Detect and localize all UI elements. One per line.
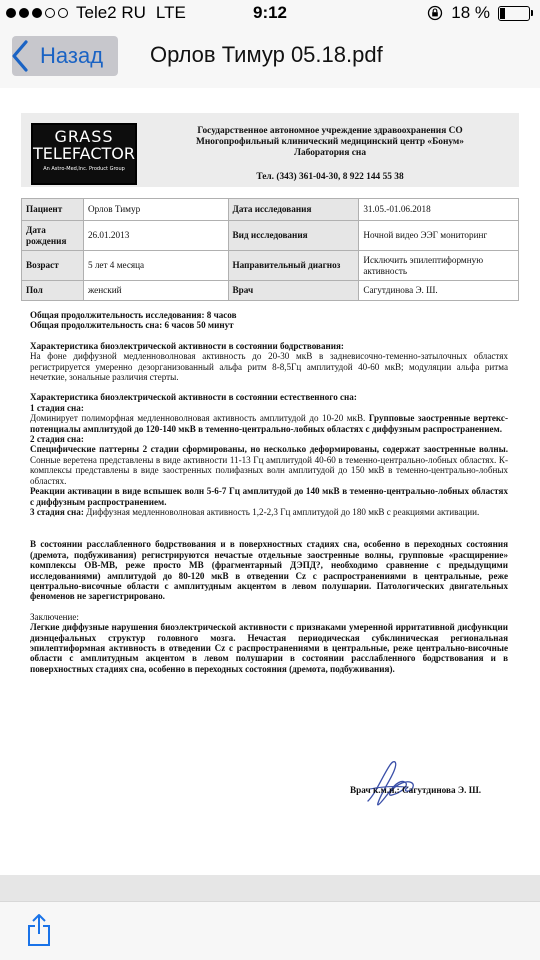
report-body (30, 310, 508, 674)
stage3-heading: 3 стадия сна: (30, 506, 84, 517)
wake-heading: Характеристика биоэлектрической активности в состоянии бодрствования: (30, 340, 344, 351)
back-button[interactable] (12, 36, 118, 76)
type-label: Вид исследования (228, 221, 359, 251)
stage1-heading: 1 стадия сна: (30, 402, 84, 413)
bottom-toolbar (0, 901, 540, 960)
stage1-text: Доминирует полиморфная медленноволновая активность амплитудой до 10-20 мкВ. (30, 413, 366, 424)
org-lab: Лаборатория сна (293, 148, 367, 158)
age-value: 5 лет 4 месяца (83, 251, 228, 281)
sleep-duration: Общая продолжительность сна: 6 часов 50 минут (30, 320, 234, 331)
patient-label: Пациент (22, 199, 84, 221)
birth-value: 26.01.2013 (83, 221, 228, 251)
battery-icon (498, 6, 530, 21)
date-value: 31.05.-01.06.2018 (359, 199, 519, 221)
chevron-left-icon (6, 38, 32, 74)
summary-paragraph: В состоянии расслабленного бодрствования и в поверхностных стадиях сна, особенно в переходных состояния (дремота, подбуживания) регистрируются нечастые отдельные заостренные волны, групповые «расщирение» комплексы ОВ-МВ, реже просто МВ (фрагментарный ДЭПД?, необходимо сравнение с предыдущими исследованиями) амплитудой до 80-120 мкВ в отведении Cz с распространениями в центральные, реже центрально-височные области с амплитудным акцентом в левом полушарии. Патологических двигательных феноменов не зарегистрировано. (30, 539, 508, 602)
stage2-bold: Специфические паттерны 2 стадии сформированы, но несколько деформированы, содержат заостренные волны. (30, 444, 508, 455)
org-center: Многопрофильный клинический медицинский центр «Бонум» (196, 137, 464, 147)
patient-info-table (21, 198, 519, 301)
battery-percentage: 18 % (451, 3, 490, 22)
stage2-text: Сонные веретена представлены в виде активности 11-13 Гц амплитудой 40-60 в теменно-центрально-лобных областях. К-комплексы представлены в виде заостренных полифазных волн амплитудой до 150 мкВ в теменно-центрально-лобных областях. (30, 454, 508, 486)
pdf-page[interactable] (0, 88, 540, 875)
stage3-paragraph (30, 507, 508, 517)
stage2-paragraph (30, 444, 508, 486)
patient-value: Орлов Тимур (83, 199, 228, 221)
letterhead (21, 113, 519, 187)
diagnosis-label: Направительный диагноз (228, 251, 359, 281)
orientation-lock-icon (427, 5, 443, 21)
stage2-activation: Реакции активации в виде вспышек волн 5-6-7 Гц амплитудой до 140 мкВ в теменно-центрально-лобных областях с диффузным распространением. (30, 486, 508, 507)
share-icon[interactable] (26, 912, 52, 948)
carrier-name: Tele2 RU (76, 3, 146, 22)
status-time: 9:12 (252, 3, 288, 22)
organization-header (147, 126, 513, 183)
back-button-label: Назад (40, 43, 104, 68)
date-label: Дата исследования (228, 199, 359, 221)
stage1-bold: Групповые заостренные вертекс-потенциалы амплитудой до 120-140 мкВ в теменно-центрально-лобных областях с диффузным распространением. (30, 413, 508, 434)
navigation-bar (0, 26, 540, 88)
sex-label: Пол (22, 281, 84, 301)
org-contacts: Тел. (343) 361-04-30, 8 922 144 55 38 (256, 172, 404, 182)
stage2-heading: 2 стадия сна: (30, 434, 84, 445)
handwritten-signature (362, 753, 422, 813)
stage3-text: Диффузная медленноволновая активность 1,2-2,3 Гц амплитудой до 180 мкВ с реакциями активации. (86, 506, 480, 517)
age-label: Возраст (22, 251, 84, 281)
status-bar-right (427, 3, 530, 23)
diagnosis-value: Исключить эпилептиформную активность (359, 251, 519, 281)
signature-line: Врач к.м.н.: Сагутдинова Э. Ш. (350, 785, 482, 795)
total-duration: Общая продолжительность исследования: 8 часов (30, 310, 237, 320)
network-type: LTE (155, 3, 186, 22)
wake-text: На фоне диффузной медленноволновая активность до 20-30 мкВ в задневисочно-теменно-затылочных областях регистрируется умеренно дезорганизованный альфа ритм 8-8,5Гц амплитудой 40-60 мкВ; модуляции альфа ритма нечеткие, зональные различия стерты. (30, 351, 508, 383)
document-title: Орлов Тимур 05.18.pdf (150, 42, 383, 67)
conclusion-text: Легкие диффузные нарушения биоэлектрической активности с признаками умеренной ирритативной дисфункции диэнцефальных структур головного мозга. Нечастая периодическая субклиническая региональная эпилептиформная активность в отведении Cz с распространениями в центральные, реже центрально-височные области с амплитудным акцентом в левом полушарии в состоянии расслабленного бодрствования и в поверхностных стадиях сна, особенно в переходных состояния (дремота, подбуживания). (30, 622, 508, 674)
grass-telefactor-logo: GRASS TELEFACTOR An Astro-Med,Inc. Product Group (31, 123, 137, 185)
type-value: Ночной видео ЭЭГ мониторинг (359, 221, 519, 251)
sleep-heading: Характеристика биоэлектрической активности в состоянии естественного сна: (30, 392, 357, 403)
stage1-paragraph (30, 413, 508, 434)
birth-label: Дата рождения (22, 221, 84, 251)
conclusion-heading: Заключение: (30, 611, 79, 622)
doctor-label: Врач (228, 281, 359, 301)
org-name: Государственное автономное учреждение здравоохранения СО (197, 126, 463, 136)
sex-value: женский (83, 281, 228, 301)
status-bar (0, 0, 540, 26)
page-gap (0, 875, 540, 901)
doctor-value: Сагутдинова Э. Ш. (359, 281, 519, 301)
